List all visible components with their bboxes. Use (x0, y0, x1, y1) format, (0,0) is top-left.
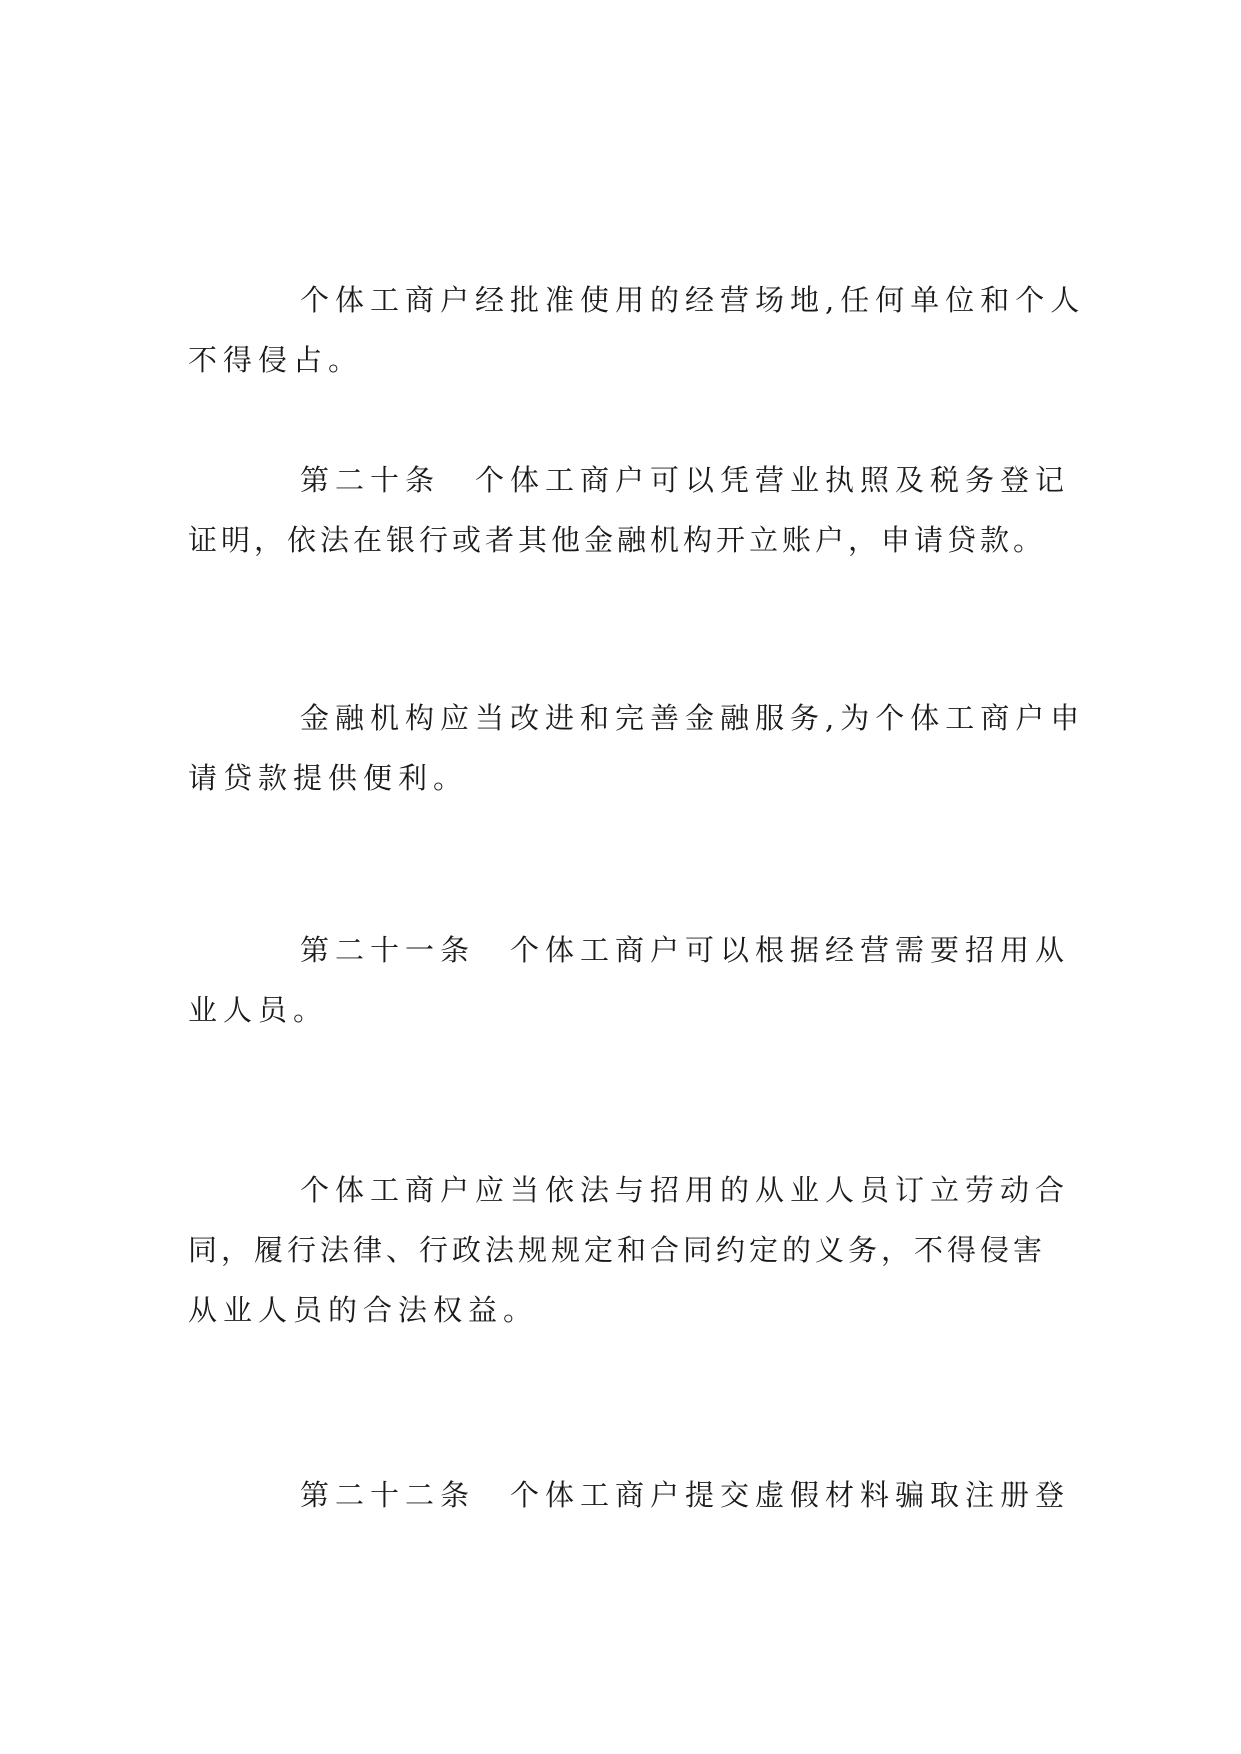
paragraph-line: 请贷款提供便利。 (188, 761, 469, 795)
paragraph-article-20 (188, 450, 1071, 570)
paragraph-financial-services (188, 688, 1086, 808)
paragraph-line: 不得侵占。 (188, 343, 364, 377)
paragraph-line: 金融机构应当改进和完善金融服务,为个体工商户申 (300, 701, 1086, 735)
paragraph-line: 第二十二条 个体工商户提交虚假材料骗取注册登 (300, 1478, 1071, 1512)
paragraph-labor-contract (188, 1160, 1071, 1340)
paragraph-line: 第二十一条 个体工商户可以根据经营需要招用从 (300, 933, 1071, 967)
paragraph-line: 同，履行法律、行政法规规定和合同约定的义务，不得侵害 (188, 1233, 1047, 1267)
paragraph-article-22 (188, 1465, 1071, 1525)
paragraph-line: 个体工商户应当依法与招用的从业人员订立劳动合 (300, 1173, 1071, 1207)
paragraph-business-premises (188, 270, 1086, 390)
paragraph-article-21 (188, 920, 1071, 1040)
paragraph-line: 业人员。 (188, 993, 329, 1027)
paragraph-line: 个体工商户经批准使用的经营场地,任何单位和个人 (300, 283, 1086, 317)
paragraph-line: 证明，依法在银行或者其他金融机构开立账户，申请贷款。 (188, 523, 1047, 557)
paragraph-line: 从业人员的合法权益。 (188, 1293, 539, 1327)
paragraph-line: 第二十条 个体工商户可以凭营业执照及税务登记 (300, 463, 1071, 497)
